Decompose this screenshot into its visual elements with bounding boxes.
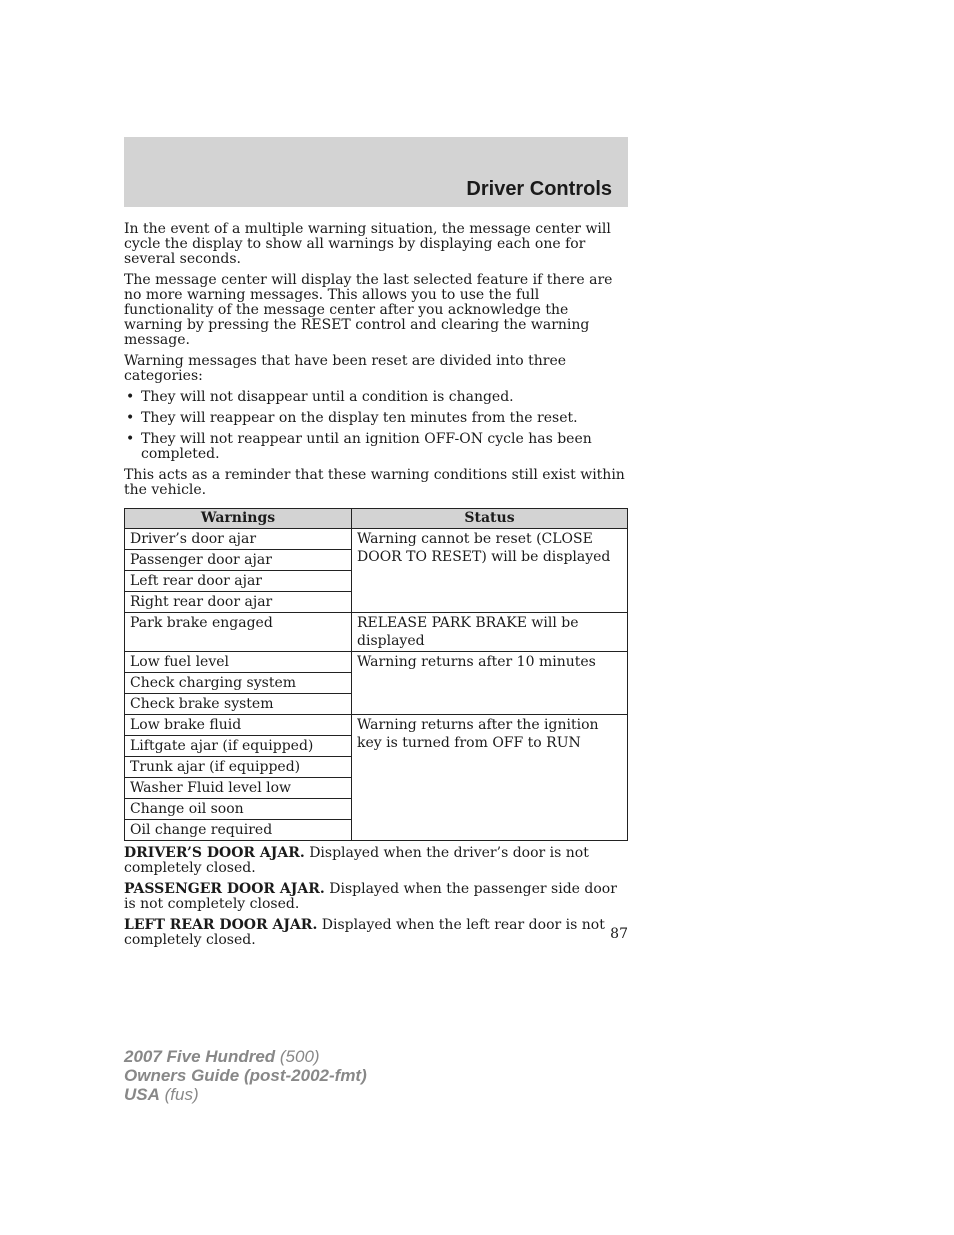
footer-market: USA (124, 1085, 160, 1104)
footer-line-model (124, 1047, 367, 1066)
status-cell: Warning returns after 10 minutes (352, 652, 628, 715)
paragraph-multiple-warnings: In the event of a multiple warning situation, the message center will cycle the display to show all warnings by displaying each one for several seconds. (124, 221, 611, 267)
definition-text: Displayed when the passenger side door is not completely closed. (124, 881, 617, 912)
list-item-text: They will reappear on the display ten minutes from the reset. (141, 410, 578, 426)
bullet-icon: • (126, 410, 135, 426)
column-header-status: Status (352, 509, 628, 529)
warning-cell: Check brake system (125, 694, 352, 715)
definition-term: LEFT REAR DOOR AJAR. (124, 917, 318, 933)
definition-text: Displayed when the left rear door is not completely closed. (124, 917, 605, 948)
warning-cell: Oil change required (125, 820, 352, 841)
warning-cell: Low fuel level (125, 652, 352, 673)
warning-cell: Driver’s door ajar (125, 529, 352, 550)
definition-passenger-door (124, 882, 628, 912)
section-title: Driver Controls (466, 178, 612, 200)
table-row (125, 529, 628, 550)
definition-term: PASSENGER DOOR AJAR. (124, 881, 325, 897)
page-number: 87 (610, 926, 628, 942)
list-item (124, 390, 628, 405)
definition-drivers-door (124, 846, 628, 876)
footer-market-code: (fus) (159, 1085, 199, 1104)
table-header-row (125, 509, 628, 529)
warning-cell: Left rear door ajar (125, 571, 352, 592)
warning-cell: Right rear door ajar (125, 592, 352, 613)
warnings-status-table (124, 508, 628, 841)
page-content (124, 222, 628, 954)
paragraph-categories-intro: Warning messages that have been reset are divided into three categories: (124, 353, 567, 384)
warning-cell: Low brake fluid (125, 715, 352, 736)
table-row (125, 613, 628, 652)
footer-model: 2007 Five Hundred (124, 1047, 276, 1066)
status-cell: Warning returns after the ignition key is turned from OFF to RUN (352, 715, 628, 841)
list-item-text: They will not disappear until a condition is changed. (141, 389, 514, 405)
paragraph-reminder: This acts as a reminder that these warning conditions still exist within the vehicle. (124, 467, 625, 498)
bullet-icon: • (126, 389, 135, 405)
warning-cell: Change oil soon (125, 799, 352, 820)
definition-term: DRIVER’S DOOR AJAR. (124, 845, 305, 861)
bullet-icon: • (126, 431, 135, 447)
table-row (125, 715, 628, 736)
list-item-text: They will not reappear until an ignition OFF-ON cycle has been completed. (141, 431, 592, 462)
list-item (124, 432, 628, 462)
table-row (125, 652, 628, 673)
paragraph-last-selected-feature: The message center will display the last selected feature if there are no more warning messages. This allows you to use the full functionality of the message center after you acknowledge the warning by pressing the RESET control and clearing the warning message. (124, 272, 613, 348)
status-cell: Warning cannot be reset (CLOSE DOOR TO RESET) will be displayed (352, 529, 628, 613)
footer-guide: Owners Guide (post-2002-fmt) (124, 1066, 367, 1085)
section-header-band (124, 137, 628, 207)
reset-categories-list (124, 390, 628, 462)
document-footer (124, 1047, 367, 1104)
column-header-warnings: Warnings (125, 509, 352, 529)
warning-cell: Passenger door ajar (125, 550, 352, 571)
footer-line-market (124, 1085, 367, 1104)
definition-left-rear-door (124, 918, 628, 948)
warning-cell: Washer Fluid level low (125, 778, 352, 799)
definition-text: Displayed when the driver’s door is not completely closed. (124, 845, 589, 876)
warning-cell: Liftgate ajar (if equipped) (125, 736, 352, 757)
warning-cell: Park brake engaged (125, 613, 352, 652)
footer-model-code: (500) (275, 1047, 320, 1066)
footer-line-guide (124, 1066, 367, 1085)
list-item (124, 411, 628, 426)
warning-cell: Trunk ajar (if equipped) (125, 757, 352, 778)
warning-cell: Check charging system (125, 673, 352, 694)
status-cell: RELEASE PARK BRAKE will be displayed (352, 613, 628, 652)
